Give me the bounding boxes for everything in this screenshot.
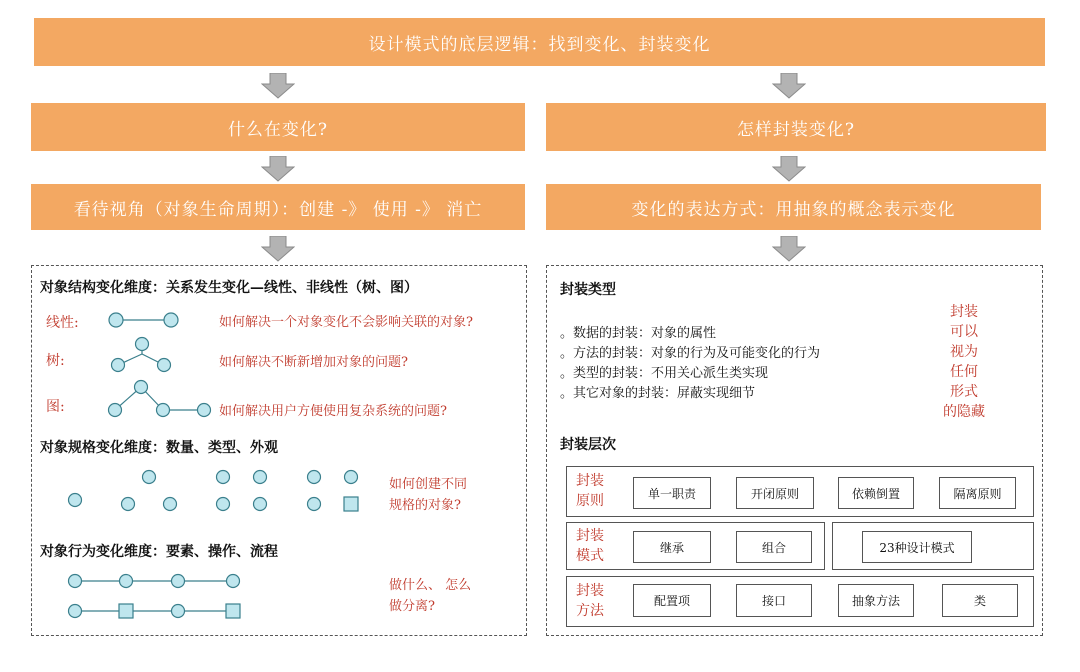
- expression-text: 变化的表达方式：用抽象的概念表示变化: [631, 199, 956, 220]
- graph-network-icon: [105, 378, 215, 420]
- type-item: 。方法的封装：对象的行为及可能变化的行为: [560, 346, 821, 361]
- hiding-note: [942, 302, 986, 422]
- levels-title: 封装层次: [560, 437, 616, 453]
- types-title: 封装类型: [560, 282, 616, 298]
- arrow-down-icon: [772, 73, 806, 99]
- hiding-note-line: 可以: [950, 324, 978, 340]
- method-box: 抽象方法: [838, 584, 914, 617]
- method-box: 接口: [736, 584, 812, 617]
- method-box: 类: [942, 584, 1018, 617]
- graph-question: 如何解决用户方便使用复杂系统的问题?: [219, 404, 447, 419]
- hiding-note-line: 封装: [950, 304, 978, 320]
- arrow-down-icon: [261, 156, 295, 182]
- arrow-down-icon: [772, 156, 806, 182]
- principles-label-line: 封装: [576, 473, 604, 489]
- behavior-question-line1: 做什么、 怎么: [389, 578, 472, 593]
- arrow-down-icon: [772, 236, 806, 262]
- behavior-question-line2: 做分离?: [389, 599, 435, 614]
- arrow-down-icon: [261, 73, 295, 99]
- principles-label-line: 原则: [576, 493, 604, 509]
- lifecycle-banner: [31, 184, 525, 230]
- pattern-box: 继承: [633, 531, 711, 563]
- design-patterns-box: 23种设计模式: [862, 531, 972, 563]
- how-encapsulate-banner: [546, 103, 1046, 151]
- method-box: 配置项: [633, 584, 711, 617]
- patterns-label: [570, 526, 610, 566]
- spec-question-line1: 如何创建不同: [389, 477, 468, 492]
- structure-title: 对象结构变化维度：关系发生变化—线性、非线性（树、图）: [40, 280, 418, 296]
- type-item: 。数据的封装：对象的属性: [560, 326, 717, 341]
- graph-label: 图:: [46, 399, 65, 415]
- methods-label: [570, 581, 610, 621]
- hiding-note-line: 的隐藏: [943, 404, 985, 420]
- type-item: 。其它对象的封装：屏蔽实现细节: [560, 386, 756, 401]
- tree-question: 如何解决不断新增加对象的问题?: [219, 355, 408, 370]
- title-banner: [34, 18, 1045, 66]
- methods-label-line: 方法: [576, 603, 604, 619]
- spec-variety-icon: [60, 462, 370, 518]
- title-text: 设计模式的底层逻辑：找到变化、封装变化: [368, 34, 711, 55]
- behavior-flow-icon: [60, 570, 250, 622]
- hiding-note-line: 视为: [950, 344, 978, 360]
- spec-question-line2: 规格的对象?: [389, 498, 461, 513]
- what-changes-banner: [31, 103, 525, 151]
- pattern-box: 组合: [736, 531, 812, 563]
- how-encapsulate-text: 怎样封装变化?: [736, 119, 856, 140]
- linear-question: 如何解决一个对象变化不会影响关联的对象?: [219, 315, 473, 330]
- tree-label: 树:: [46, 353, 65, 369]
- behavior-title: 对象行为变化维度：要素、操作、流程: [40, 544, 278, 560]
- tree-graph-icon: [108, 334, 178, 376]
- type-item: 。类型的封装：不用关心派生类实现: [560, 366, 769, 381]
- expression-banner: [546, 184, 1041, 230]
- principles-label: [570, 471, 610, 511]
- patterns-label-line: 模式: [576, 548, 604, 564]
- what-changes-text: 什么在变化?: [227, 119, 329, 140]
- principle-box: 单一职责: [633, 477, 711, 509]
- principle-box: 依赖倒置: [838, 477, 914, 509]
- spec-title: 对象规格变化维度：数量、类型、外观: [40, 440, 278, 456]
- hiding-note-line: 形式: [950, 384, 978, 400]
- arrow-down-icon: [261, 236, 295, 262]
- principle-box: 开闭原则: [736, 477, 814, 509]
- principle-box: 隔离原则: [939, 477, 1016, 509]
- patterns-label-line: 封装: [576, 528, 604, 544]
- hiding-note-line: 任何: [950, 364, 978, 380]
- methods-label-line: 封装: [576, 583, 604, 599]
- lifecycle-text: 看待视角（对象生命周期）：创建 -》 使用 -》 消亡: [73, 199, 483, 220]
- linear-label: 线性:: [46, 315, 79, 331]
- linear-graph-icon: [105, 308, 185, 332]
